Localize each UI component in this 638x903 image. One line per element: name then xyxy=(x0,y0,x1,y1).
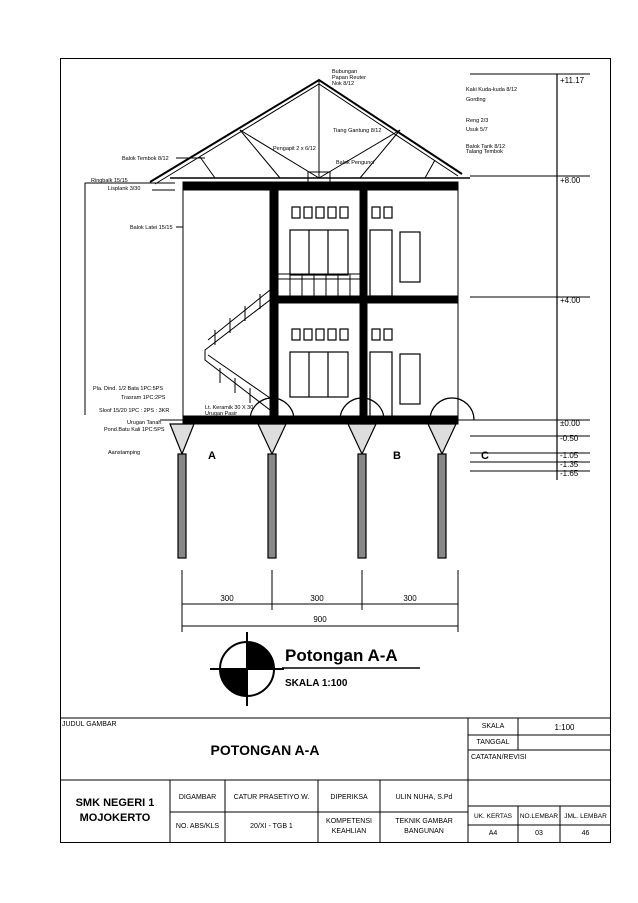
diperiksa-label: DIPERIKSA xyxy=(330,794,368,801)
label-talang: Talang Tembok xyxy=(466,149,503,155)
axis-a: A xyxy=(208,450,216,462)
no-lembar-value: 03 xyxy=(535,830,543,837)
label-aanstamping: Aanstamping xyxy=(108,450,141,456)
diperiksa-value: ULIN NUHA, S.Pd xyxy=(395,794,453,801)
level-1: +8.00 xyxy=(560,176,581,185)
label-lantai-keramik: Lt. Keramik 30 X 30 xyxy=(205,405,254,411)
school-name-1: SMK NEGERI 1 xyxy=(75,797,155,809)
jml-lembar-value: 46 xyxy=(581,830,590,837)
no-lembar-label: NO.LEMBAR xyxy=(519,813,559,820)
kompetensi-value-2: BANGUNAN xyxy=(404,828,444,835)
tanggal-label: TANGGAL xyxy=(476,739,510,746)
balcony-railing xyxy=(278,274,360,296)
label-pengapit: Pengapit 2 x 6/12 xyxy=(273,146,316,152)
uk-kertas-label: UK. KERTAS xyxy=(473,813,513,820)
axis-b: B xyxy=(393,450,401,462)
level-0: +11.17 xyxy=(560,76,585,85)
label-balok-tembok: Balok Tembok 8/12 xyxy=(122,156,169,162)
judul-value: POTONGAN A-A xyxy=(210,742,320,758)
label-lisplank: Lisplank 3/30 xyxy=(108,186,141,192)
level-2: +4.00 xyxy=(560,296,581,305)
label-nok: Nok 8/12 xyxy=(332,81,355,87)
label-kaki-kuda: Kaki Kuda-kuda 8/12 xyxy=(466,87,518,93)
label-urugan-tanah: Urugan Tanah xyxy=(127,420,162,426)
kompetensi-label-2: KEAHLIAN xyxy=(331,828,367,835)
dim-1: 300 xyxy=(220,594,234,603)
kompetensi-label-1: KOMPETENSI xyxy=(326,818,372,825)
skala-value: 1:100 xyxy=(554,723,575,732)
label-sloof: Sloof 15/20 1PC : 2PS : 3KR xyxy=(99,408,170,414)
label-pond-batu-kali: Pond.Batu Kali 1PC:5PS xyxy=(104,427,165,433)
level-7: -1.65 xyxy=(560,469,579,478)
label-papan-reuter: Papan Reuter xyxy=(332,75,366,81)
dim-total: 900 xyxy=(313,615,327,624)
catatan-label: CATATAN/REVISI xyxy=(471,754,527,761)
roof-structure xyxy=(150,80,470,184)
no-abs-value: 20/XI - TGB 1 xyxy=(250,823,293,830)
school-name-2: MOJOKERTO xyxy=(79,812,151,824)
digambar-label: DIGAMBAR xyxy=(178,794,217,801)
axis-c: C xyxy=(481,450,489,462)
label-urugan-pasir: Urugan Pasir xyxy=(205,411,238,417)
section-symbol xyxy=(210,632,420,706)
label-tiang-gantung: Tiang Gantung 8/12 xyxy=(333,128,382,134)
level-6: -1.35 xyxy=(560,460,579,469)
skala-label: SKALA xyxy=(481,723,505,730)
drawing-title: Potongan A-A xyxy=(285,646,398,665)
label-balok-pengunci: Balok Pengunci xyxy=(336,160,375,166)
judul-label: JUDUL GAMBAR xyxy=(62,721,117,728)
kompetensi-value-1: TEKNIK GAMBAR xyxy=(395,818,453,825)
windows xyxy=(290,230,420,418)
label-ringbalk: Ringbalk 15/15 xyxy=(91,178,128,184)
label-balok-latei: Balok Latei 15/15 xyxy=(130,225,173,231)
no-abs-label: NO. ABS/KLS xyxy=(175,823,220,830)
label-balok-tarik: Balok Tarik 8/12 xyxy=(466,144,506,150)
label-reng: Reng 2/3 xyxy=(466,118,489,124)
label-usuk: Usuk 5/7 xyxy=(466,127,488,133)
uk-kertas-value: A4 xyxy=(488,830,498,837)
dim-3: 300 xyxy=(403,594,417,603)
level-5: -1.05 xyxy=(560,451,579,460)
label-plat-dinding: Pla. Dind. 1/2 Bata 1PC:5PS xyxy=(93,386,164,392)
jml-lembar-label: JML. LEMBAR xyxy=(564,813,607,820)
label-trasram: Trasram 1PC:2PS xyxy=(121,395,166,401)
label-gording: Gording xyxy=(466,97,486,103)
dim-2: 300 xyxy=(310,594,324,603)
level-3: ±0.00 xyxy=(560,419,580,428)
label-bubungan: Bubungan xyxy=(332,69,358,75)
leader-lines-left xyxy=(85,158,205,415)
level-4: -0.50 xyxy=(560,434,579,443)
drawing-scale: SKALA 1:100 xyxy=(285,678,348,689)
digambar-value: CATUR PRASETIYO W. xyxy=(233,794,310,801)
staircase xyxy=(205,290,270,410)
